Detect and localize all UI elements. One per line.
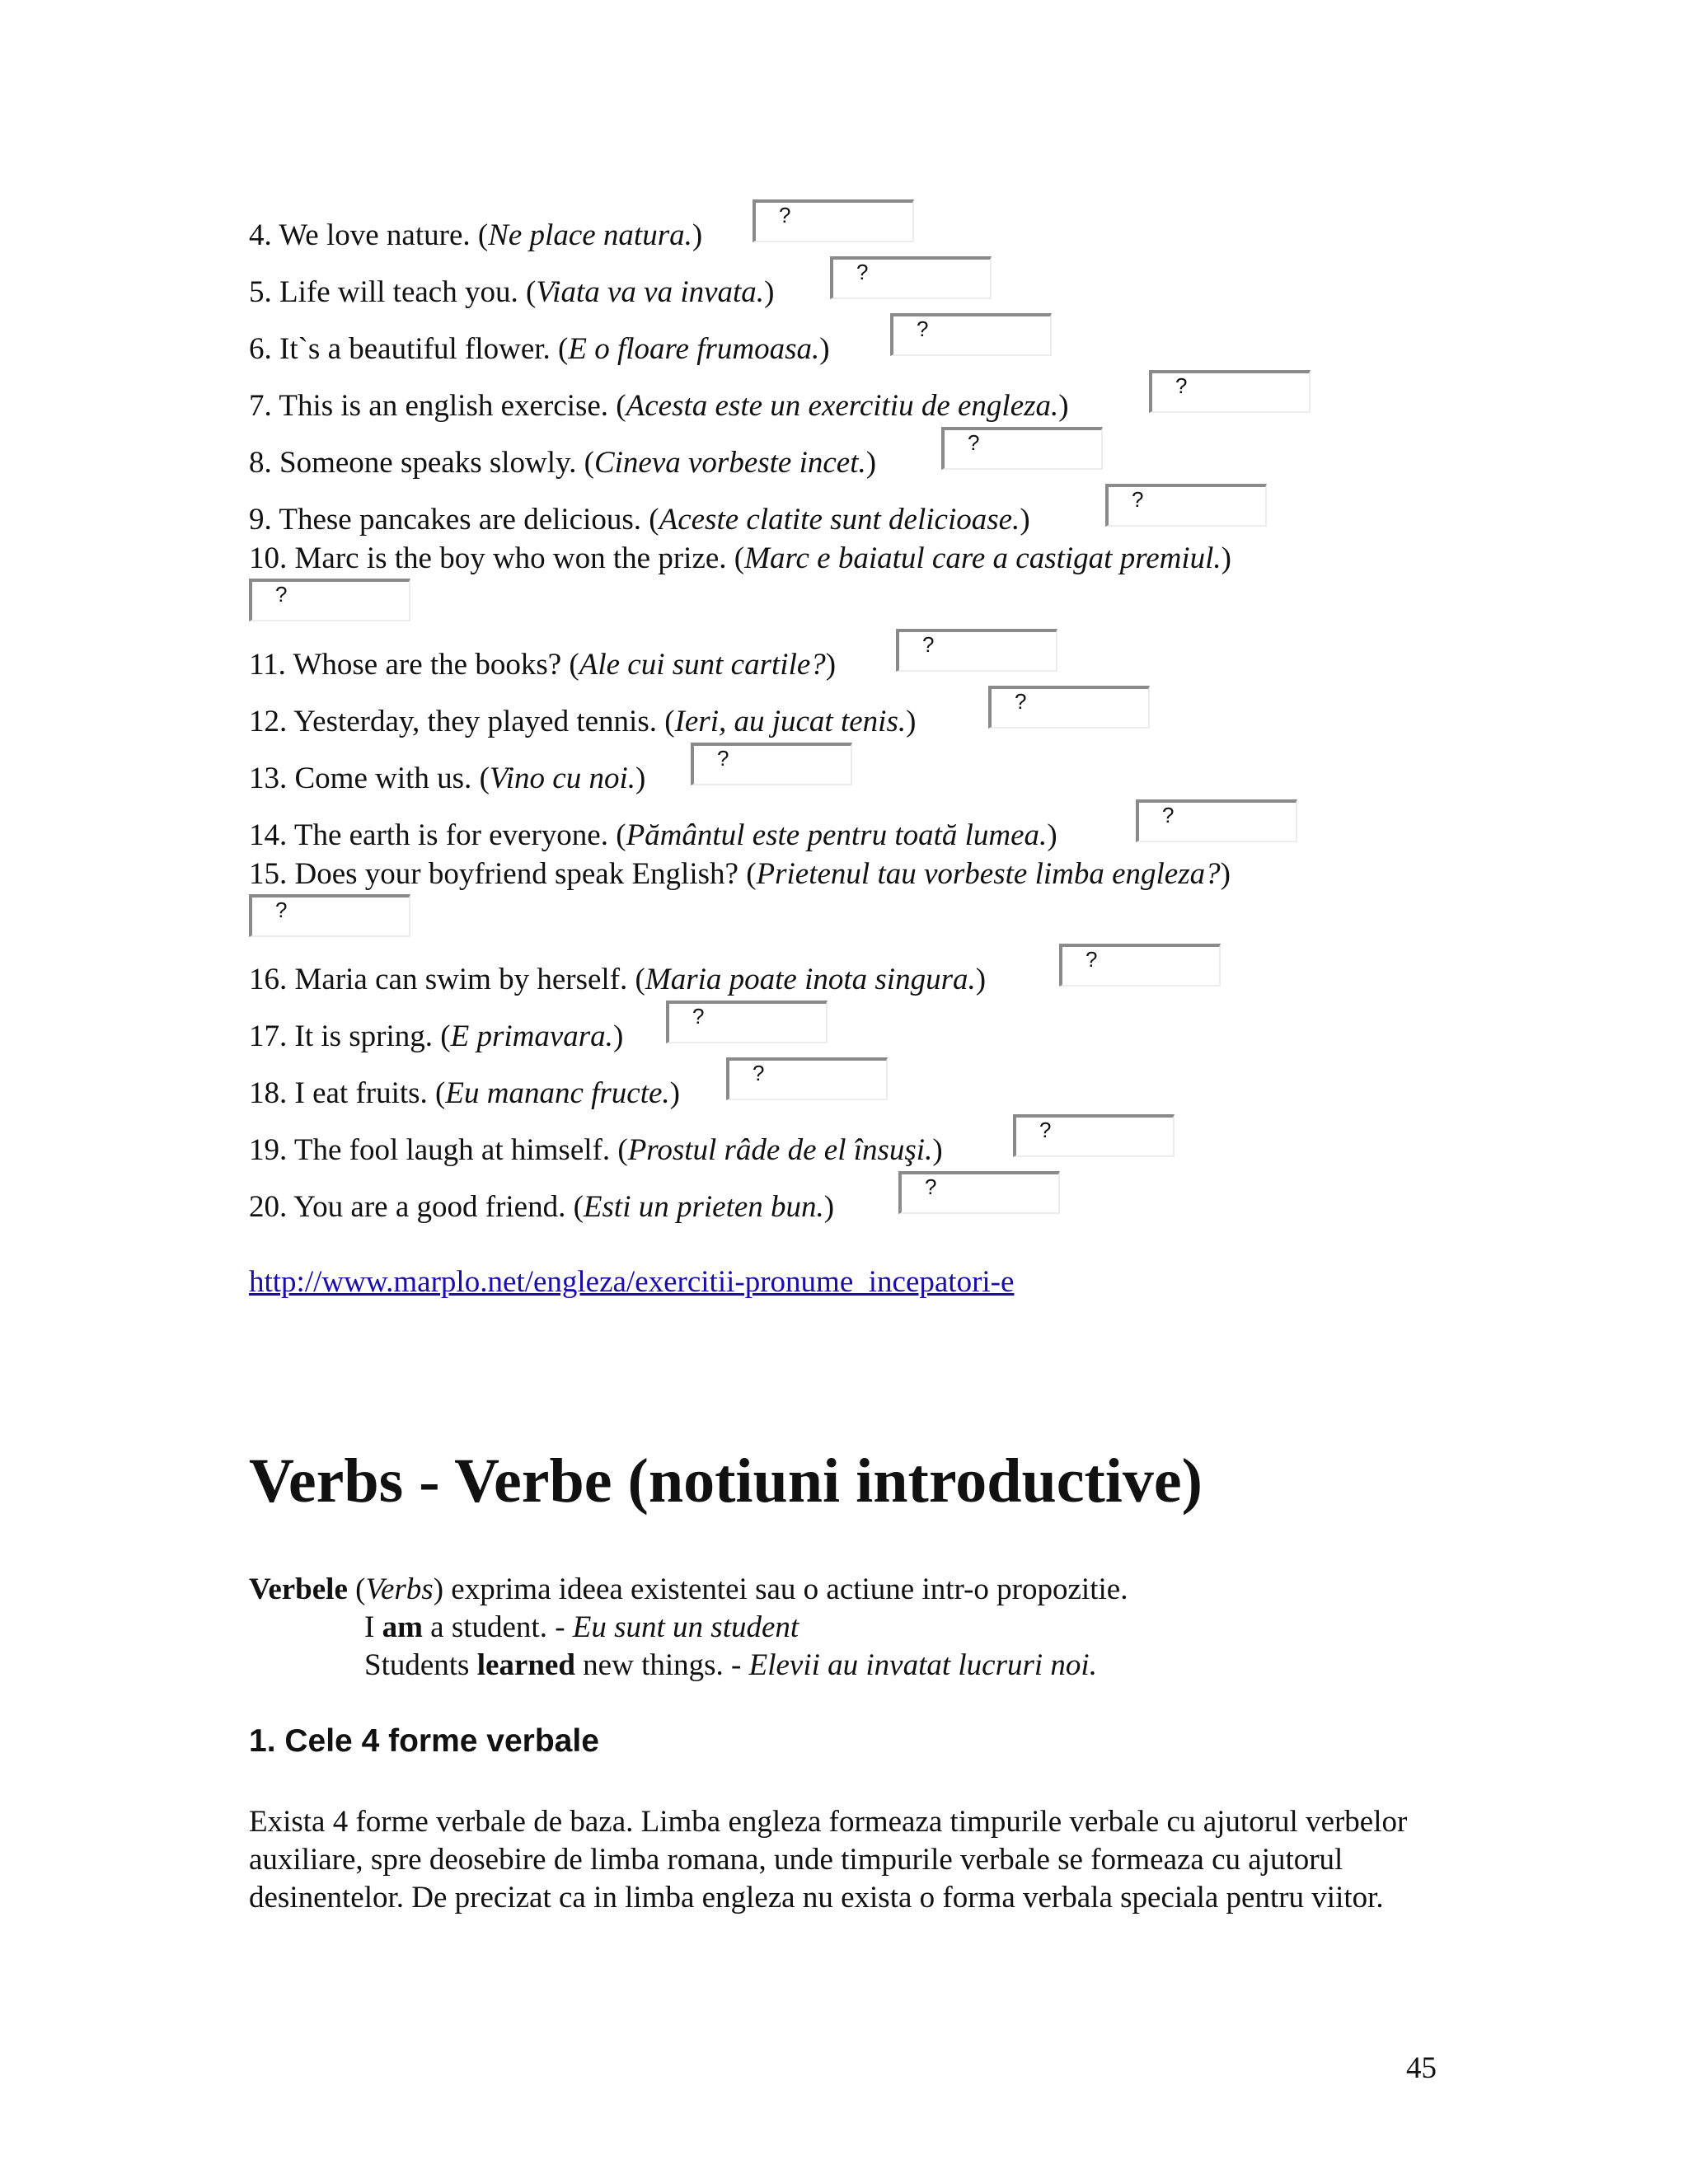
- example-text: a student. -: [430, 1610, 565, 1644]
- exercise-translation: E primavara.: [450, 1019, 613, 1053]
- exercise-item: 19. The fool laugh at himself. (Prostul râde de el însuşi.): [249, 1133, 943, 1167]
- exercise-translation: Maria poate inota singura.: [645, 963, 976, 996]
- exercise-item: 16. Maria can swim by herself. (Maria poate inota singura.): [249, 963, 987, 996]
- subsection-heading: 1. Cele 4 forme verbale: [249, 1723, 599, 1759]
- answer-input[interactable]: ?: [1013, 1114, 1175, 1157]
- exercise-number: 17.: [249, 1019, 288, 1053]
- exercise-english: These pancakes are delicious.: [279, 503, 642, 537]
- exercise-number: 9.: [249, 503, 272, 537]
- answer-input[interactable]: ?: [1105, 484, 1267, 527]
- page-number: 45: [1406, 2051, 1437, 2085]
- exercise-translation: Esti un prieten bun.: [583, 1190, 824, 1224]
- exercise-item: 15. Does your boyfriend speak English? (Prietenul tau vorbeste limba engleza?): [249, 857, 1231, 891]
- exercise-translation: Aceste clatite sunt delicioase.: [659, 503, 1020, 537]
- intro-paragraph: Verbele (Verbs) exprima ideea existentei sau o actiune intr-o propozitie.: [249, 1572, 1128, 1606]
- exercise-translation: Ne place natura.: [488, 218, 692, 252]
- answer-input[interactable]: ?: [896, 629, 1057, 672]
- exercise-english: Come with us.: [294, 762, 472, 795]
- exercise-english: This is an english exercise.: [279, 389, 609, 423]
- subsection-paragraph: Exista 4 forme verbale de baza. Limba engleza formeaza timpurile verbale cu ajutorul verbelor auxiliare, spre deosebire de limba romana, unde timpurile verbale se formeaza cu ajutorul desinentelor. De precizat ca in limba engleza nu exista o forma verbala speciala pentru viitor.: [249, 1805, 1408, 1915]
- exercise-item: 18. I eat fruits. (Eu mananc fructe.): [249, 1076, 680, 1110]
- example-text: Students: [364, 1648, 470, 1682]
- exercise-english: It is spring.: [294, 1019, 434, 1053]
- exercise-number: 5.: [249, 275, 272, 309]
- example-verb: am: [382, 1610, 423, 1644]
- exercise-item: 5. Life will teach you. (Viata va va invata.): [249, 275, 775, 309]
- exercise-number: 19.: [249, 1133, 288, 1167]
- example-verb: learned: [476, 1648, 575, 1682]
- answer-input[interactable]: ?: [666, 1001, 828, 1043]
- exercise-translation: Acesta este un exercitiu de engleza.: [626, 389, 1059, 423]
- exercise-number: 14.: [249, 818, 288, 852]
- section-title: Verbs - Verbe (notiuni introductive): [249, 1446, 1203, 1516]
- exercise-translation: Prietenul tau vorbeste limba engleza?: [756, 857, 1221, 891]
- exercise-item: 7. This is an english exercise. (Acesta este un exercitiu de engleza.): [249, 389, 1069, 423]
- exercise-english: We love nature.: [279, 218, 471, 252]
- answer-input[interactable]: ?: [941, 427, 1103, 470]
- answer-input[interactable]: ?: [1059, 944, 1221, 987]
- answer-input[interactable]: ?: [830, 256, 992, 299]
- term-verbs: Verbs: [365, 1572, 434, 1606]
- exercise-number: 20.: [249, 1190, 288, 1224]
- exercise-translation: Ale cui sunt cartile?: [579, 648, 826, 682]
- exercise-number: 8.: [249, 446, 272, 480]
- exercise-item: 8. Someone speaks slowly. (Cineva vorbeste incet.): [249, 446, 877, 480]
- answer-input[interactable]: ?: [249, 579, 410, 621]
- exercise-english: Whose are the books?: [293, 648, 562, 682]
- exercise-translation: Ieri, au jucat tenis.: [674, 705, 907, 738]
- exercise-translation: Cineva vorbeste incet.: [593, 446, 866, 480]
- exercise-english: Marc is the boy who won the prize.: [294, 541, 727, 575]
- example-translation: Elevii au invatat lucruri noi.: [748, 1648, 1097, 1682]
- example-translation: Eu sunt un student: [572, 1610, 799, 1644]
- source-link[interactable]: http://www.marplo.net/engleza/exercitii-pronume_incepatori-e: [249, 1265, 1015, 1299]
- exercise-item: 10. Marc is the boy who won the prize. (Marc e baiatul care a castigat premiul.): [249, 541, 1231, 575]
- exercise-item: 17. It is spring. (E primavara.): [249, 1019, 624, 1053]
- exercise-number: 10.: [249, 541, 288, 575]
- exercise-translation: Viata va va invata.: [536, 275, 765, 309]
- answer-input[interactable]: ?: [898, 1171, 1060, 1214]
- exercise-english: Maria can swim by herself.: [294, 963, 628, 996]
- exercise-translation: E o floare frumoasa.: [568, 332, 820, 366]
- intro-text: exprima ideea existentei sau o actiune intr-o propozitie.: [451, 1572, 1128, 1606]
- exercise-english: You are a good friend.: [293, 1190, 566, 1224]
- exercise-english: I eat fruits.: [294, 1076, 428, 1110]
- answer-input[interactable]: ?: [890, 313, 1052, 356]
- example-text: new things. -: [583, 1648, 742, 1682]
- example-line: [364, 1609, 799, 1647]
- exercise-item: 4. We love nature. (Ne place natura.): [249, 218, 703, 252]
- exercise-number: 12.: [249, 705, 288, 738]
- example-line: [364, 1647, 1097, 1685]
- answer-input[interactable]: ?: [1136, 799, 1297, 842]
- exercise-item: 9. These pancakes are delicious. (Aceste clatite sunt delicioase.): [249, 503, 1030, 537]
- exercise-number: 7.: [249, 389, 272, 423]
- exercise-item: 12. Yesterday, they played tennis. (Ieri, au jucat tenis.): [249, 705, 917, 738]
- answer-input[interactable]: ?: [691, 743, 852, 785]
- example-text: I: [364, 1610, 375, 1644]
- exercise-translation: Pământul este pentru toată lumea.: [626, 818, 1048, 852]
- exercise-number: 16.: [249, 963, 288, 996]
- answer-input[interactable]: ?: [726, 1057, 888, 1100]
- exercise-item: 20. You are a good friend. (Esti un prieten bun.): [249, 1190, 835, 1224]
- exercise-item: 14. The earth is for everyone. (Pământul este pentru toată lumea.): [249, 818, 1057, 852]
- exercise-english: The fool laugh at himself.: [293, 1133, 611, 1167]
- answer-input[interactable]: ?: [988, 686, 1150, 729]
- exercise-translation: Vino cu noi.: [489, 762, 635, 795]
- answer-input[interactable]: ?: [753, 199, 914, 242]
- exercise-number: 11.: [249, 648, 286, 682]
- exercise-number: 15.: [249, 857, 288, 891]
- exercise-number: 4.: [249, 218, 272, 252]
- exercise-english: Yesterday, they played tennis.: [293, 705, 657, 738]
- exercise-translation: Eu mananc fructe.: [445, 1076, 670, 1110]
- exercise-english: Someone speaks slowly.: [279, 446, 577, 480]
- exercise-english: The earth is for everyone.: [293, 818, 608, 852]
- exercise-english: It`s a beautiful flower.: [279, 332, 551, 366]
- term-verbele: Verbele: [249, 1572, 348, 1606]
- exercise-translation: Prostul râde de el însuşi.: [627, 1133, 933, 1167]
- answer-input[interactable]: ?: [249, 894, 410, 937]
- exercise-english: Life will teach you.: [279, 275, 518, 309]
- exercise-translation: Marc e baiatul care a castigat premiul.: [744, 541, 1221, 575]
- exercise-item: 13. Come with us. (Vino cu noi.): [249, 762, 646, 795]
- answer-input[interactable]: ?: [1149, 370, 1311, 413]
- exercise-item: 11. Whose are the books? (Ale cui sunt cartile?): [249, 648, 837, 682]
- exercise-english: Does your boyfriend speak English?: [294, 857, 738, 891]
- exercise-number: 6.: [249, 332, 272, 366]
- exercise-number: 13.: [249, 762, 288, 795]
- exercise-item: 6. It`s a beautiful flower. (E o floare frumoasa.): [249, 332, 830, 366]
- exercise-number: 18.: [249, 1076, 288, 1110]
